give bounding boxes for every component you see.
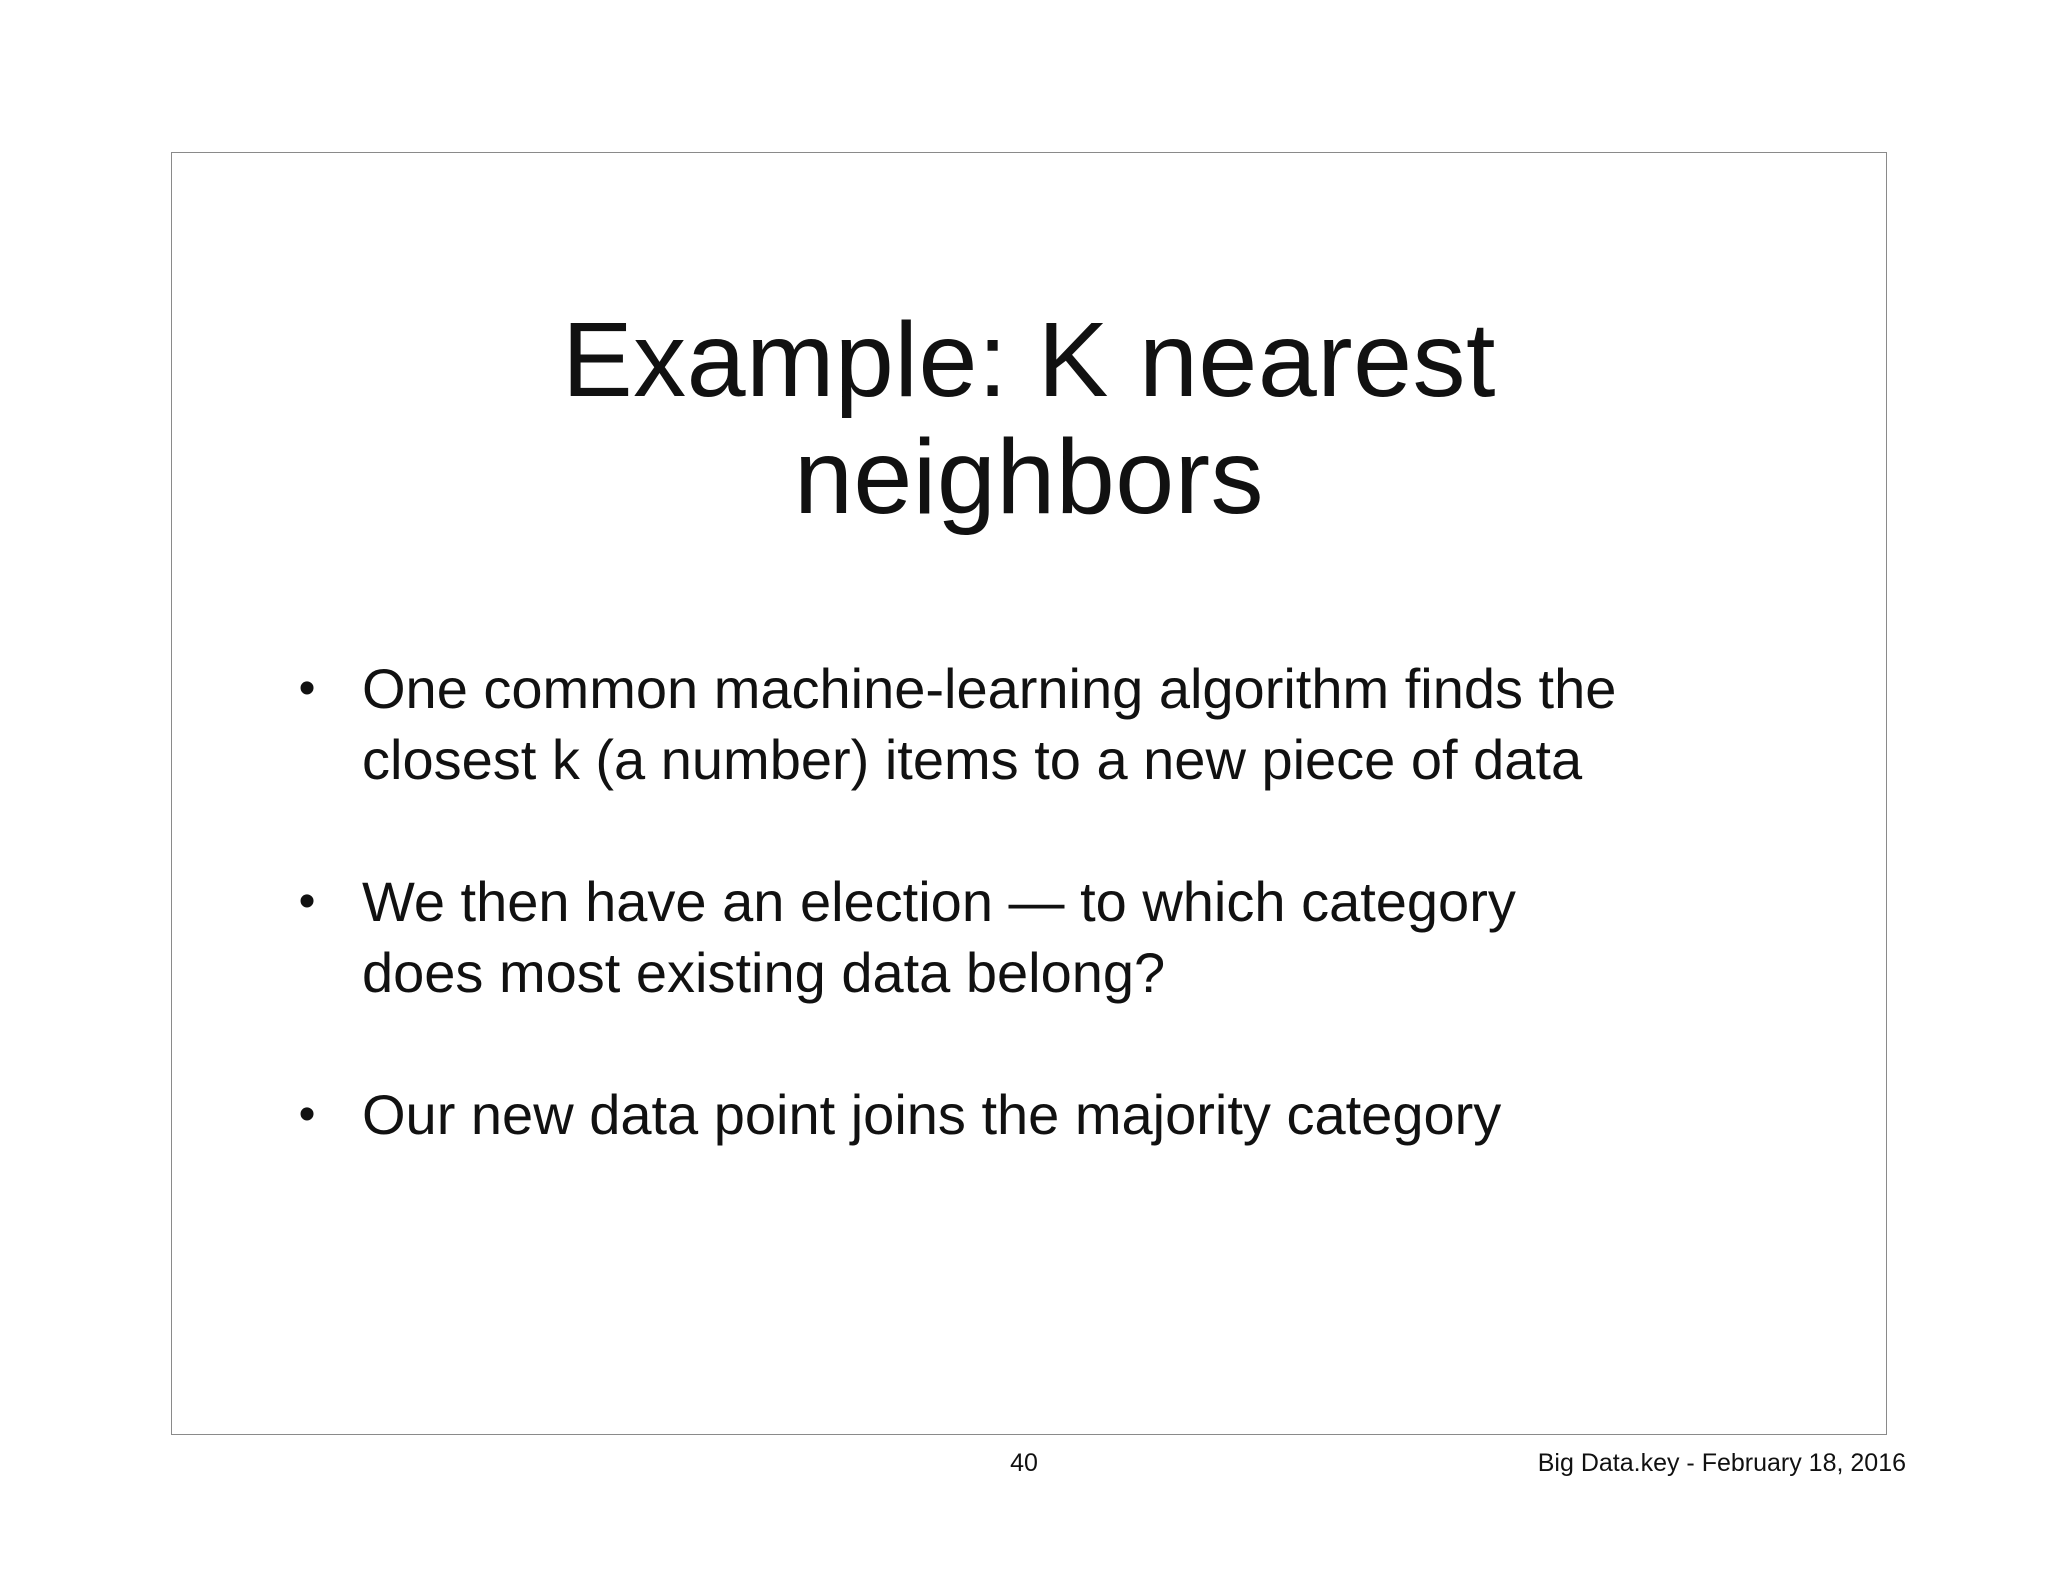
bullet-line: One common machine-learning algorithm finds the (362, 657, 1617, 720)
slide-title-line-2: neighbors (793, 417, 1265, 536)
bullet-text (362, 653, 1812, 795)
bullet-dot-icon: • (298, 662, 316, 715)
bullet-text (362, 866, 1812, 1008)
slide-title (172, 302, 1886, 535)
slide-frame (171, 152, 1887, 1435)
bullet-line: closest k (a number) items to a new piece of data (362, 728, 1583, 791)
bullet-item (292, 866, 1812, 1008)
slide-title-line-1: Example: K nearest (561, 301, 1496, 420)
bullet-item (292, 1079, 1812, 1150)
document-meta: Big Data.key - February 18, 2016 (1537, 1449, 1906, 1477)
bullet-dot-icon: • (298, 875, 316, 928)
bullet-line: does most existing data belong? (362, 941, 1166, 1004)
bullet-line: We then have an election — to which category (362, 870, 1516, 933)
bullet-item (292, 653, 1812, 795)
bullet-dot-icon: • (298, 1088, 316, 1141)
bullet-line: Our new data point joins the majority category (362, 1083, 1502, 1146)
bullet-text (362, 1079, 1812, 1150)
bullet-list (292, 653, 1812, 1221)
page-number: 40 (1010, 1449, 1038, 1477)
